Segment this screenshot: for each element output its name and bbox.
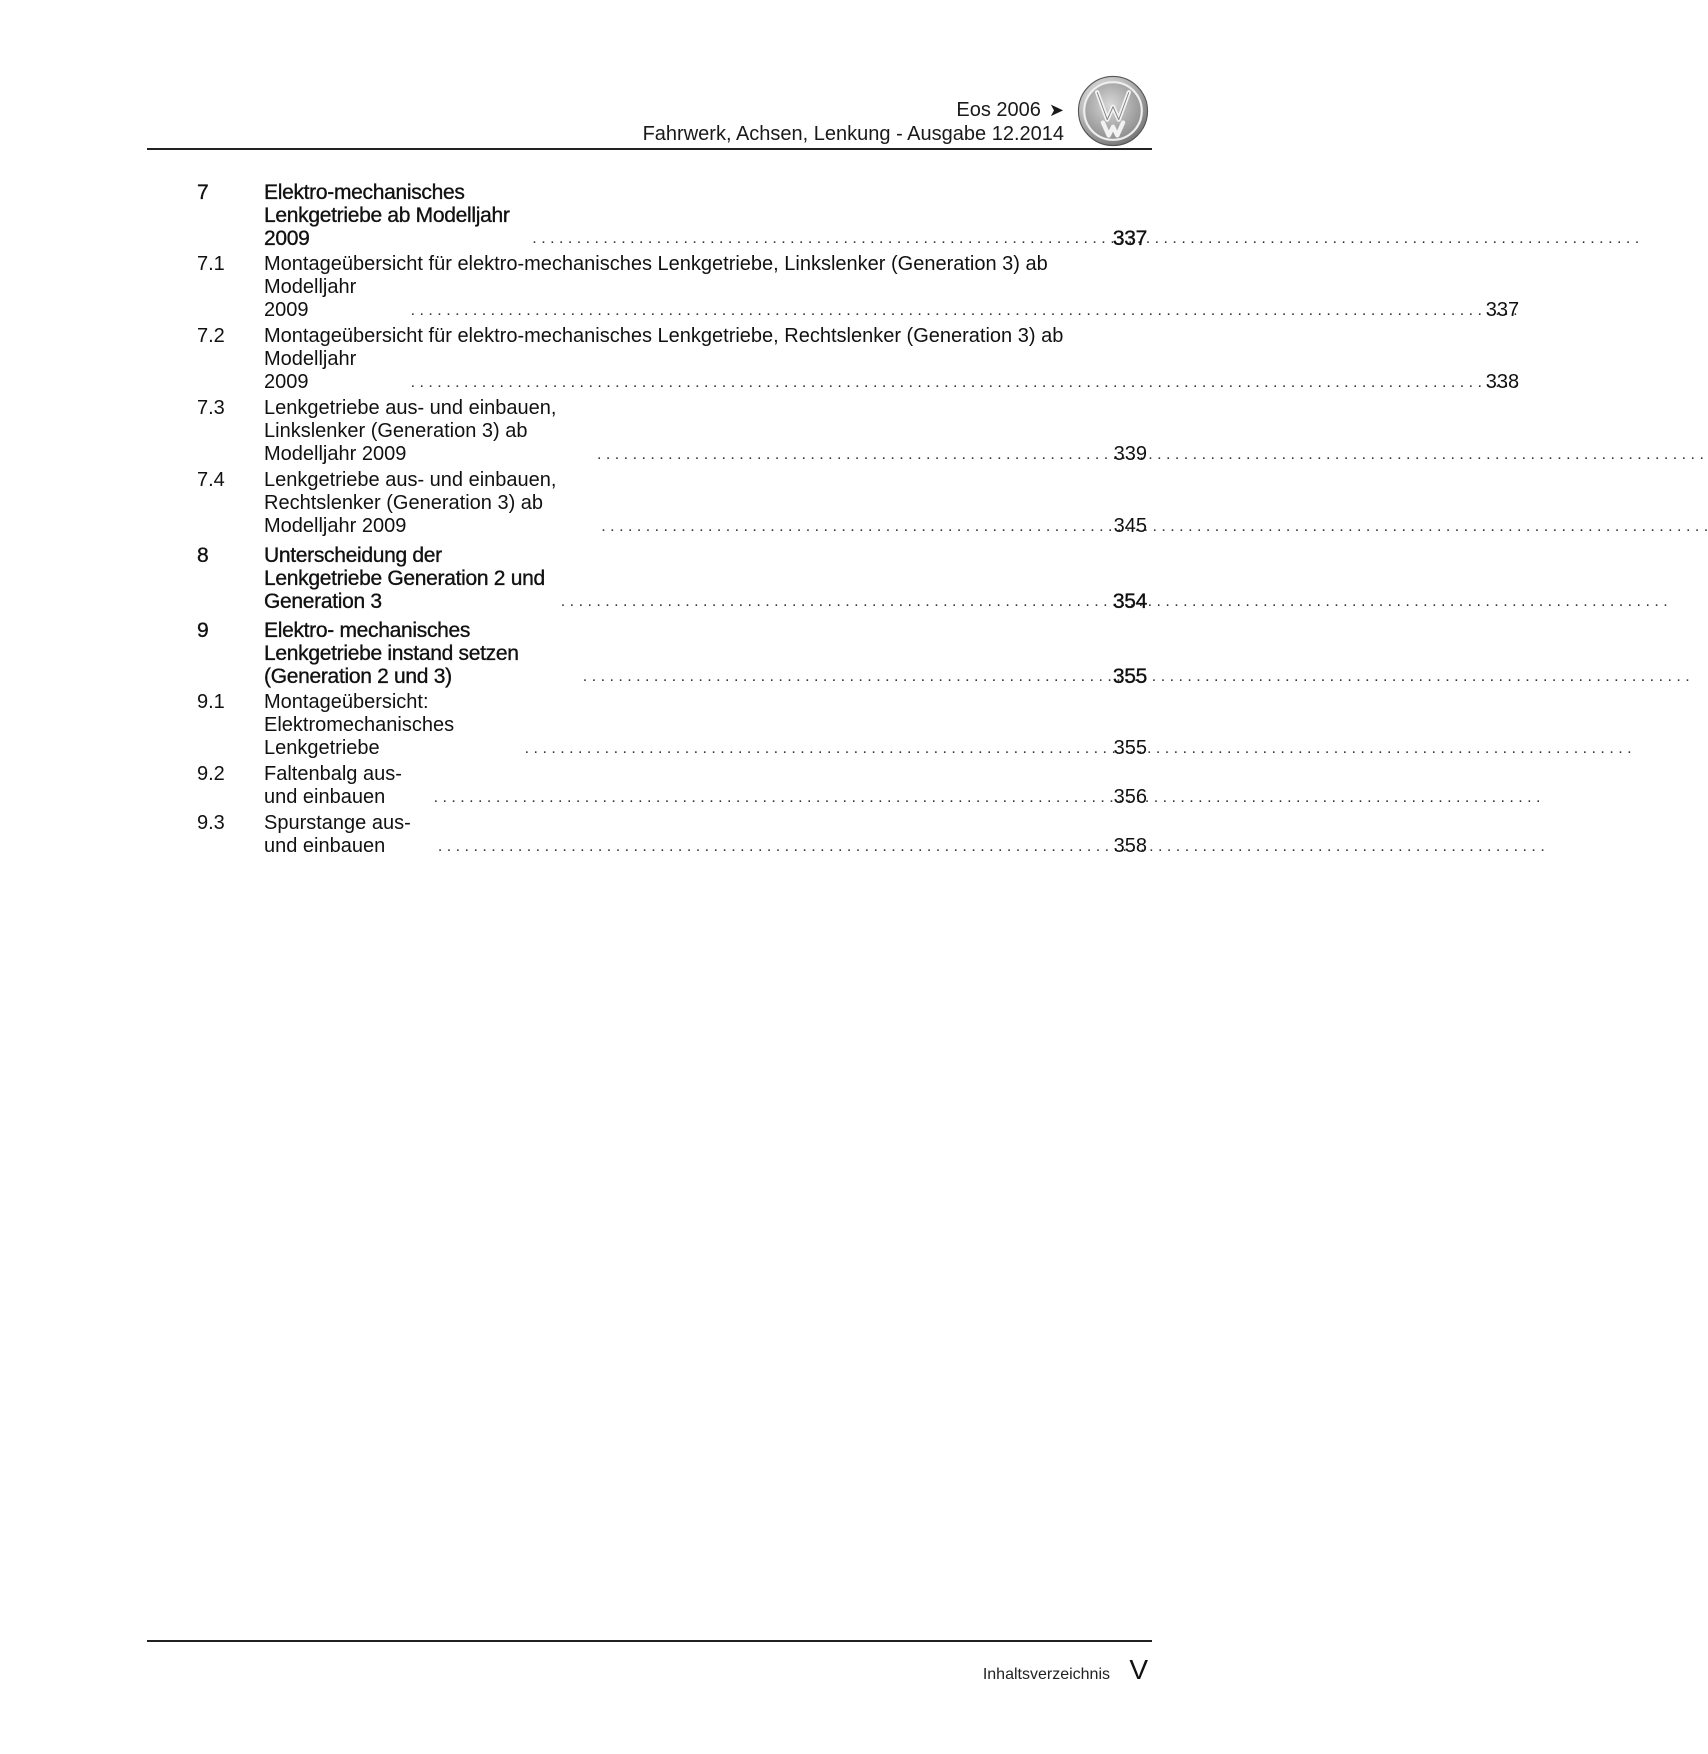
toc-entry-page: 345 <box>1113 515 1147 537</box>
toc-leader-dots <box>438 835 1101 858</box>
toc-entry-9-1[interactable] <box>197 691 1147 760</box>
toc-entry-page: 354 <box>1112 590 1147 613</box>
toc-entry-number: 9.3 <box>197 812 225 834</box>
toc-entry-title-line2: Modelljahr 2009 <box>264 348 357 393</box>
toc-entry-title-line2: Modelljahr 2009 <box>264 276 357 321</box>
toc-entry-title: Elektro- mechanisches Lenkgetriebe instand setzen (Generation 2 und 3) <box>264 619 519 688</box>
header-rule <box>147 148 1152 150</box>
toc-entry-title-line1: Montageübersicht für elektro-mechanisches Lenkgetriebe, Linkslenker (Generation 3) ab <box>264 253 1048 275</box>
toc-leader-dots <box>597 443 1101 466</box>
toc-entry-title: Elektro-mechanisches Lenkgetriebe ab Modelljahr 2009 <box>264 181 510 250</box>
toc-leader-dots <box>601 515 1101 538</box>
toc-entry-7-1[interactable] <box>197 253 1520 322</box>
toc-leader-dots <box>411 299 1474 322</box>
toc-entry-title: Spurstange aus- und einbauen <box>264 812 411 857</box>
toc-entry-page: 358 <box>1113 835 1147 857</box>
toc-entry-9[interactable] <box>197 619 1147 688</box>
toc-leader-dots <box>434 786 1101 809</box>
toc-leader-dots <box>532 227 1101 250</box>
toc-entry-page: 356 <box>1113 786 1147 808</box>
footer-page-number: V <box>1129 1654 1148 1685</box>
toc-entry-page: 338 <box>1485 371 1520 393</box>
toc-entry-title: Faltenbalg aus- und einbauen <box>264 763 402 808</box>
footer-section-label: Inhaltsverzeichnis <box>982 1666 1110 1683</box>
toc-entry-number: 7.3 <box>197 397 225 419</box>
toc-entry-number: 7.2 <box>197 325 225 347</box>
running-header <box>643 98 1064 146</box>
arrow-right-icon: ➤ <box>1048 100 1064 120</box>
toc-entry-title: Unterscheidung der Lenkgetriebe Generation 2 und Generation 3 <box>264 544 545 613</box>
header-subtitle: Fahrwerk, Achsen, Lenkung - Ausgabe 12.2014 <box>642 123 1064 145</box>
toc-entry-7[interactable] <box>197 181 1147 250</box>
toc-entry-number: 7.4 <box>197 469 225 491</box>
toc-entry-title: Lenkgetriebe aus- und einbauen, Linkslenker (Generation 3) ab Modelljahr 2009 <box>264 397 557 465</box>
toc-leader-dots <box>583 665 1101 688</box>
toc-entry-number: 9 <box>197 619 209 642</box>
toc-entry-number: 7.1 <box>197 253 225 275</box>
toc-entry-page: 355 <box>1112 665 1147 688</box>
toc-entry-title: Lenkgetriebe aus- und einbauen, Rechtslenker (Generation 3) ab Modelljahr 2009 <box>264 469 557 537</box>
toc-leader-dots <box>525 737 1101 760</box>
toc-entry-number: 9.2 <box>197 763 225 785</box>
toc-entry-page: 339 <box>1113 443 1147 465</box>
table-of-contents <box>197 181 1520 861</box>
toc-entry-page: 337 <box>1485 299 1520 321</box>
toc-entry-9-3[interactable] <box>197 812 1147 858</box>
toc-entry-page: 355 <box>1113 737 1147 759</box>
header-model-line <box>643 98 1064 122</box>
toc-entry-7-2[interactable] <box>197 325 1520 394</box>
toc-entry-7-4[interactable] <box>197 469 1147 538</box>
toc-leader-dots <box>411 371 1474 394</box>
header-model: Eos 2006 <box>956 99 1041 121</box>
toc-entry-8[interactable] <box>197 544 1147 613</box>
toc-leader-dots <box>561 590 1101 613</box>
toc-entry-number: 9.1 <box>197 691 225 713</box>
toc-entry-title-line1: Montageübersicht für elektro-mechanisches Lenkgetriebe, Rechtslenker (Generation 3) ab <box>264 325 1064 347</box>
toc-entry-7-3[interactable] <box>197 397 1147 466</box>
toc-entry-number: 7 <box>197 181 209 204</box>
toc-entry-9-2[interactable] <box>197 763 1147 809</box>
footer-rule <box>147 1640 1152 1642</box>
vw-logo-icon <box>1077 75 1149 147</box>
toc-entry-number: 8 <box>197 544 209 567</box>
toc-entry-page: 337 <box>1112 227 1147 250</box>
toc-entry-title: Montageübersicht: Elektromechanisches Lenkgetriebe <box>264 691 455 759</box>
